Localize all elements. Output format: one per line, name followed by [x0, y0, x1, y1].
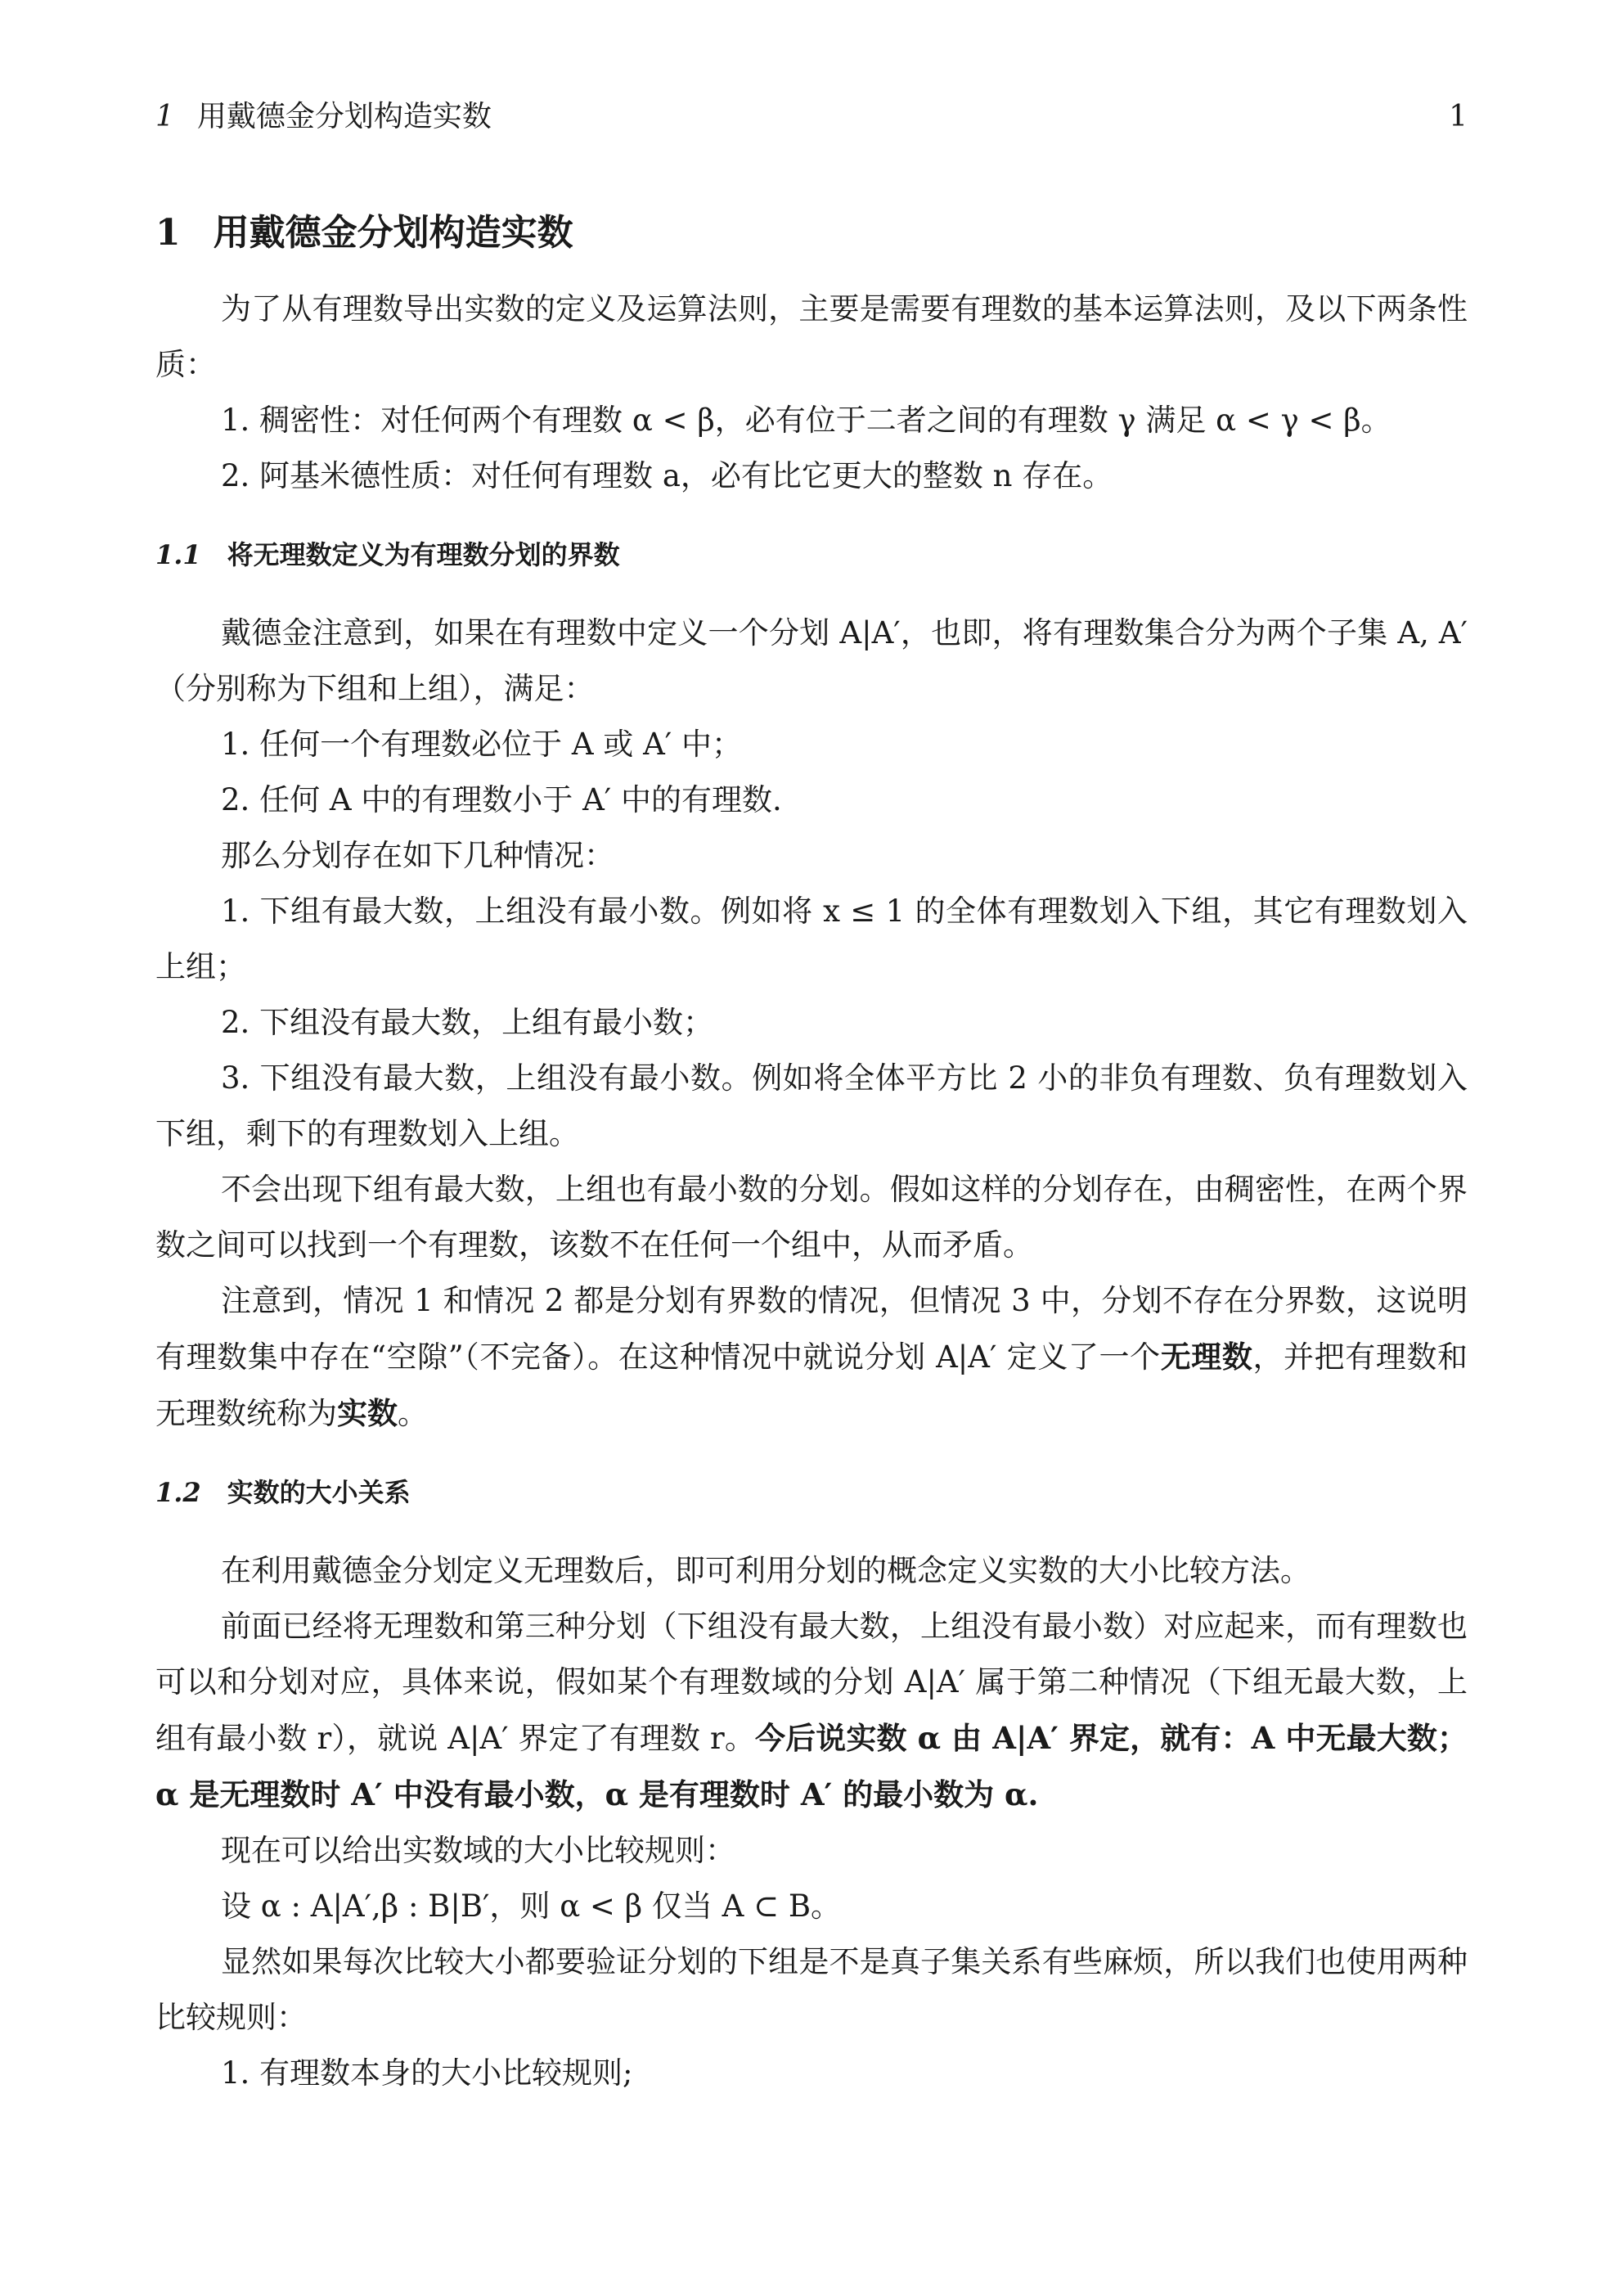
subsection-number: 1.2 [155, 1477, 201, 1508]
running-header [155, 97, 1468, 137]
comparison-rules-paragraph: 显然如果每次比较大小都要验证分划的下组是不是真子集关系有些麻烦，所以我们也使用两种比较规则： [155, 1944, 1468, 2035]
running-header-title [155, 97, 492, 137]
ordering-rule-intro: 现在可以给出实数域的大小比较规则： [221, 1833, 735, 1868]
property-item-density: 1. 稠密性：对任何两个有理数 α < β，必有位于二者之间的有理数 γ 满足 α < γ < β。 [221, 403, 1391, 438]
irrational-text-a: 注意到，情况 1 和情况 2 都是分划有界数的情况，但情况 3 中，分划不存在分界数，这说明有理数集中存在“空隙”（不完备）。在这种情况中就说分划 A|A′ 定义了一个 [155, 1283, 1468, 1375]
ordering-rule-statement: 设 α : A|A′,β : B|B′，则 α < β 仅当 A ⊂ B。 [221, 1889, 842, 1924]
case-2: 2. 下组没有最大数，上组有最小数； [221, 1005, 714, 1040]
section-heading [155, 205, 1468, 262]
cut-condition-2: 2. 任何 A 中的有理数小于 A′ 中的有理数. [221, 782, 782, 817]
header-chapter-number: 1 [155, 100, 174, 133]
irrational-text-e: 。 [398, 1396, 428, 1431]
page-body [155, 205, 1468, 2101]
rational-cut-paragraph [155, 1599, 1468, 1823]
cut-condition-1: 1. 任何一个有理数必位于 A 或 A′ 中； [221, 727, 742, 762]
subsection-heading-1-1 [155, 530, 1468, 579]
irrational-definition-paragraph [155, 1273, 1468, 1442]
header-chapter-title: 用戴德金分划构造实数 [196, 100, 492, 133]
subsection-number: 1.1 [155, 539, 201, 570]
page-number: 1 [1449, 100, 1468, 133]
rational-cut-text: 前面已经将无理数和第三种分划（下组没有最大数，上组没有最小数）对应起来，而有理数也可以和分划对应，具体来说，假如某个有理数域的分划 A|A′ 属于第二种情况（下组无最大数，上组有最小数 r），就说 A|A′ 界定了有理数 r。 [155, 1609, 1468, 1756]
case-1: 1. 下组有最大数，上组没有最小数。例如将 x ≤ 1 的全体有理数划入下组，其它有理数划入上组； [155, 894, 1468, 984]
section-number: 1 [155, 212, 181, 254]
dedekind-cut-paragraph: 戴德金注意到，如果在有理数中定义一个分划 A|A′，也即，将有理数集合分为两个子集 A, A′（分别称为下组和上组），满足： [155, 615, 1468, 706]
term-irrational: 无理数 [1160, 1339, 1253, 1375]
subsection-heading-1-2 [155, 1468, 1468, 1517]
property-item-archimedean: 2. 阿基米德性质：对任何有理数 a，必有比它更大的整数 n 存在。 [221, 458, 1113, 493]
real-bounded-statement: 今后说实数 α 由 A|A′ 界定，就有：A 中无最大数；α 是无理数时 A′ 中没有最小数，α 是有理数时 A′ 的最小数为 α. [155, 1720, 1468, 1812]
no-fourth-case-paragraph: 不会出现下组有最大数，上组也有最小数的分划。假如这样的分划存在，由稠密性，在两个界数之间可以找到一个有理数，该数不在任何一个组中，从而矛盾。 [155, 1172, 1468, 1263]
ordering-intro-paragraph: 在利用戴德金分划定义无理数后，即可利用分划的概念定义实数的大小比较方法。 [221, 1553, 1311, 1588]
comparison-rule-1: 1. 有理数本身的大小比较规则; [221, 2055, 633, 2091]
case-3: 3. 下组没有最大数，上组没有最小数。例如将全体平方比 2 小的非负有理数、负有理数划入下组，剩下的有理数划入上组。 [155, 1060, 1468, 1151]
intro-paragraph: 为了从有理数导出实数的定义及运算法则，主要是需要有理数的基本运算法则，及以下两条性质： [155, 291, 1468, 382]
subsection-title: 实数的大小关系 [227, 1477, 411, 1508]
cases-intro: 那么分划存在如下几种情况： [221, 838, 614, 873]
term-real-number: 实数 [337, 1395, 398, 1431]
irrational-text-c: ，并把有理数和无理数统称为 [155, 1339, 1468, 1431]
subsection-title: 将无理数定义为有理数分划的界数 [227, 539, 620, 570]
section-title: 用戴德金分划构造实数 [213, 212, 573, 254]
